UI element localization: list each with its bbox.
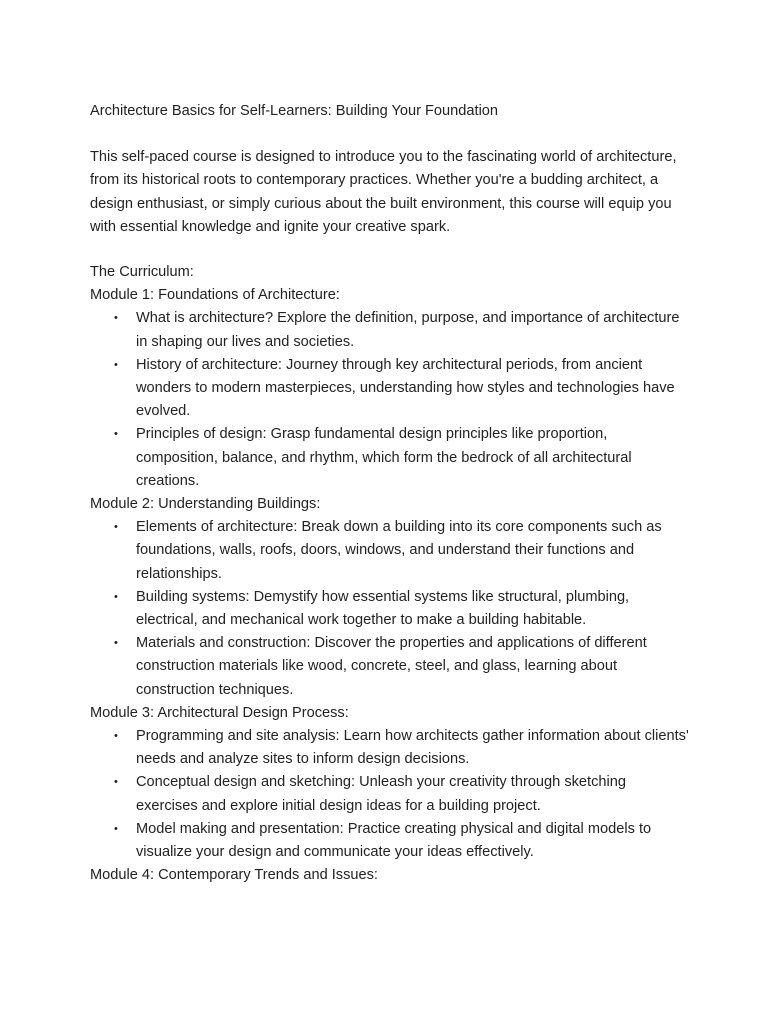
list-item — [114, 354, 690, 424]
bullet-icon: • — [114, 428, 118, 441]
list-item — [114, 771, 690, 817]
bullet-icon: • — [114, 776, 118, 789]
bullet-icon: • — [114, 358, 118, 371]
list-item-text: Principles of design: Grasp fundamental design principles like proportion, composition, balance, and rhythm, which form the bedrock of all architectural creations. — [136, 426, 632, 489]
list-item-text: History of architecture: Journey through key architectural periods, from ancient wonders to modern masterpieces, understanding how styles and technologies have evolved. — [136, 356, 675, 420]
curriculum-label: The Curriculum: — [90, 264, 194, 281]
module-bullet-list — [90, 725, 690, 864]
list-item — [114, 307, 690, 353]
modules-list — [90, 284, 690, 887]
document-title: Architecture Basics for Self-Learners: Building Your Foundation — [90, 103, 499, 119]
bullet-icon: • — [114, 730, 118, 743]
list-item — [114, 725, 690, 771]
list-item — [114, 632, 690, 702]
document-page — [90, 100, 690, 888]
module-heading: Module 2: Understanding Buildings: — [90, 496, 321, 513]
module-bullet-list — [90, 307, 690, 493]
list-item — [114, 818, 690, 864]
list-item-text: Model making and presentation: Practice creating physical and digital models to visualize your design and communicate your ideas effectively. — [136, 820, 652, 861]
list-item-text: Materials and construction: Discover the properties and applications of different construction materials like wood, concrete, steel, and glass, learning about construction techniques. — [136, 635, 647, 698]
bullet-icon: • — [114, 312, 118, 325]
list-item — [114, 516, 690, 586]
list-item-text: Programming and site analysis: Learn how architects gather information about clients' needs and analyze sites to inform design decisions. — [136, 728, 689, 768]
bullet-icon: • — [114, 822, 118, 835]
list-item-text: Elements of architecture: Break down a building into its core components such as foundations, walls, roofs, doors, windows, and understand their functions and relationships. — [136, 519, 662, 582]
list-item-text: Conceptual design and sketching: Unleash your creativity through sketching exercises and explore initial design ideas for a building project. — [136, 774, 626, 814]
module-bullet-list — [90, 516, 690, 702]
module-heading: Module 4: Contemporary Trends and Issues: — [90, 867, 378, 884]
list-item-text: Building systems: Demystify how essential systems like structural, plumbing, electrical, and mechanical work together to make a building habitable. — [136, 588, 630, 629]
module-heading: Module 3: Architectural Design Process: — [90, 704, 349, 721]
list-item — [114, 423, 690, 493]
module-heading: Module 1: Foundations of Architecture: — [90, 287, 340, 304]
list-item — [114, 586, 690, 632]
list-item-text: What is architecture? Explore the definition, purpose, and importance of architecture in shaping our lives and societies. — [136, 310, 680, 350]
intro-paragraph: This self-paced course is designed to introduce you to the fascinating world of architecture, from its historical roots to contemporary practices. Whether you're a budding architect, a design enthusiast, or simply curious about the built environment, this course will equip you with essential knowledge and ignite your creative spark. — [90, 149, 677, 235]
bullet-icon: • — [114, 590, 118, 603]
bullet-icon: • — [114, 637, 118, 650]
bullet-icon: • — [114, 521, 118, 534]
